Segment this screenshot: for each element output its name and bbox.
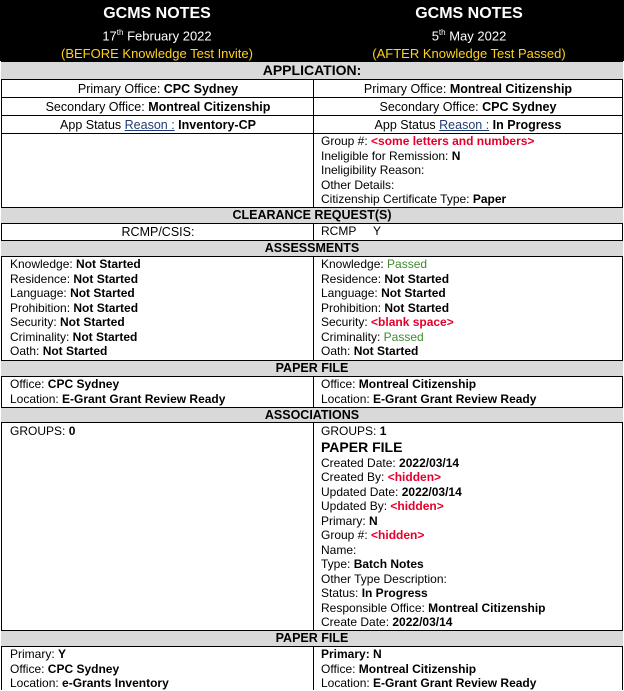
detail-row xyxy=(321,315,621,330)
label: Group #: xyxy=(321,528,372,542)
label: GROUPS: xyxy=(10,424,69,438)
left-paper-file xyxy=(10,377,313,407)
right-paper-file-2 xyxy=(321,647,621,690)
right-secondary-office xyxy=(314,98,622,116)
value: <blank space> xyxy=(371,315,454,329)
center-divider xyxy=(313,647,314,690)
detail-row xyxy=(321,485,621,500)
value: In Progress xyxy=(492,118,562,132)
section-paper-file: PAPER FILE xyxy=(1,360,623,377)
label: App Status xyxy=(60,118,125,132)
value: CPC Sydney xyxy=(47,377,120,391)
value: Montreal Citizenship xyxy=(428,600,546,615)
paper-file-heading: PAPER FILE xyxy=(321,438,403,455)
left-app-status xyxy=(2,116,314,134)
label: Location: xyxy=(10,676,63,690)
left-paper-file-2 xyxy=(10,647,313,690)
right-assessments xyxy=(321,257,621,359)
detail-row xyxy=(321,257,621,272)
left-date-suffix: th xyxy=(116,28,124,37)
value: Not Started xyxy=(60,315,125,329)
left-assessments xyxy=(10,257,310,359)
label: Residence: xyxy=(10,271,74,286)
label: Security: xyxy=(321,315,372,329)
left-header-date xyxy=(0,24,314,45)
group-row xyxy=(321,134,621,149)
value: <hidden> xyxy=(390,499,444,513)
location-row xyxy=(10,392,313,407)
label: Citizenship Certificate Type: xyxy=(321,192,473,206)
label: Language: xyxy=(321,286,382,300)
label: Updated By: xyxy=(321,499,391,513)
groups-row xyxy=(321,424,621,439)
value: <hidden> xyxy=(387,470,442,484)
ineligibility-reason-row: Ineligibility Reason: xyxy=(321,163,425,177)
label: Language: xyxy=(10,286,71,300)
value: In Progress xyxy=(361,586,428,600)
label: Primary: xyxy=(321,513,369,528)
label: Created Date: xyxy=(321,455,400,470)
center-divider xyxy=(313,80,314,207)
value: CPC Sydney xyxy=(482,100,557,114)
detail-row xyxy=(321,344,621,359)
location-row xyxy=(10,676,313,691)
label: Create Date: xyxy=(321,615,393,629)
detail-row xyxy=(10,257,310,272)
detail-row xyxy=(321,330,621,345)
left-date-day: 17 xyxy=(102,28,117,44)
label: Location: xyxy=(10,391,63,406)
detail-row xyxy=(321,557,621,572)
primary-row xyxy=(10,647,313,662)
label: Office: xyxy=(10,377,48,391)
label: Residence: xyxy=(321,271,385,286)
right-date-rest: May 2022 xyxy=(449,28,507,44)
detail-row xyxy=(321,572,621,587)
center-divider xyxy=(313,377,314,407)
value: E-Grant Grant Review Ready xyxy=(62,391,226,406)
value: Not Started xyxy=(353,344,419,358)
value: E-Grant Grant Review Ready xyxy=(373,391,537,406)
detail-row xyxy=(321,499,621,514)
value: 0 xyxy=(68,424,76,438)
label: Secondary Office: xyxy=(45,100,149,114)
label: Knowledge: xyxy=(10,257,77,271)
detail-row xyxy=(321,543,621,558)
detail-row xyxy=(321,601,621,616)
label: Primary Office: xyxy=(77,82,164,96)
left-rcmp-csis: RCMP/CSIS: xyxy=(121,225,195,239)
value: Not Started xyxy=(76,257,141,271)
detail-row xyxy=(321,586,621,601)
left-header-note: (BEFORE Knowledge Test Invite) xyxy=(61,46,253,62)
detail-row xyxy=(321,286,621,301)
value: 2022/03/14 xyxy=(399,455,460,470)
reason-link: Reason : xyxy=(124,118,175,132)
value: N xyxy=(451,148,461,163)
label: Secondary Office: xyxy=(379,100,483,114)
value: Y xyxy=(58,647,67,661)
section-assessments: ASSESSMENTS xyxy=(1,240,623,257)
detail-row xyxy=(321,272,621,287)
detail-row xyxy=(321,514,621,529)
section-associations: ASSOCIATIONS xyxy=(1,407,623,423)
center-divider xyxy=(313,423,314,630)
label: Knowledge: xyxy=(321,257,388,271)
detail-row xyxy=(10,315,310,330)
right-header-note: (AFTER Knowledge Test Passed) xyxy=(372,46,566,62)
right-header-date xyxy=(314,24,624,45)
label: Location: xyxy=(321,676,374,690)
detail-row xyxy=(321,528,621,543)
left-header xyxy=(0,0,314,61)
detail-row xyxy=(10,330,310,345)
label: Primary: xyxy=(10,647,58,661)
value: E-Grant Grant Review Ready xyxy=(373,676,537,690)
label: App Status xyxy=(374,118,440,132)
value: Montreal Citizenship xyxy=(449,82,573,96)
right-associations xyxy=(321,424,621,630)
label: Security: xyxy=(10,315,61,329)
label: Type: xyxy=(321,557,354,571)
value: Y xyxy=(373,224,382,238)
label: Group #: xyxy=(321,134,372,148)
value: Not Started xyxy=(42,344,108,358)
detail-row xyxy=(10,301,310,316)
value: Not Started xyxy=(384,271,450,286)
label: Created By: xyxy=(321,470,388,484)
value: Not Started xyxy=(72,329,138,344)
right-primary-office xyxy=(314,80,622,98)
label: Name: xyxy=(321,542,357,557)
left-header-title: GCMS NOTES xyxy=(103,5,211,22)
right-application-details xyxy=(321,134,621,208)
value: Montreal Citizenship xyxy=(358,377,477,391)
label: Updated Date: xyxy=(321,484,402,499)
value: Not Started xyxy=(73,271,139,286)
section-clearance: CLEARANCE REQUEST(S) xyxy=(1,207,623,224)
right-paper-file xyxy=(321,377,621,407)
value: 2022/03/14 xyxy=(392,615,453,629)
detail-row xyxy=(321,456,621,471)
right-header-title: GCMS NOTES xyxy=(415,5,523,22)
detail-row xyxy=(321,301,621,316)
detail-row xyxy=(10,344,310,359)
value: Not Started xyxy=(384,300,450,315)
location-row xyxy=(321,392,621,407)
value: CPC Sydney xyxy=(47,661,120,676)
value: CPC Sydney xyxy=(163,82,239,96)
right-date-day: 5 xyxy=(431,28,439,44)
label: GROUPS: xyxy=(321,424,380,438)
label: Responsible Office: xyxy=(321,600,429,615)
right-rcmp xyxy=(321,224,621,240)
primary-row xyxy=(321,647,621,662)
left-primary-office xyxy=(2,80,314,98)
reason-link: Reason : xyxy=(439,118,490,132)
label: Status: xyxy=(321,586,362,600)
center-divider xyxy=(313,257,314,360)
value: e-Grants Inventory xyxy=(62,676,169,690)
label: Other Type Description: xyxy=(321,571,447,586)
right-app-status xyxy=(314,116,622,134)
label: Oath: xyxy=(10,344,43,358)
other-details-row: Other Details: xyxy=(321,177,395,192)
office-row xyxy=(321,662,621,677)
right-date-suffix: th xyxy=(438,28,446,37)
value: Passed xyxy=(383,329,424,344)
value: 1 xyxy=(379,424,387,438)
location-row xyxy=(321,676,621,691)
label: Primary: xyxy=(321,647,374,661)
value: Not Started xyxy=(70,286,135,300)
left-date-rest: February 2022 xyxy=(127,28,212,44)
association-rows xyxy=(321,456,621,630)
value: <some letters and numbers> xyxy=(371,134,535,148)
office-row xyxy=(10,662,313,677)
office-row xyxy=(10,377,313,392)
value: Montreal Citizenship xyxy=(358,661,477,676)
value: Paper xyxy=(472,192,507,206)
ineligible-row xyxy=(321,149,621,164)
label: RCMP xyxy=(321,224,357,238)
right-header xyxy=(314,0,624,61)
value: Not Started xyxy=(381,286,446,300)
detail-row xyxy=(10,272,310,287)
section-application: APPLICATION: xyxy=(1,61,623,80)
center-divider xyxy=(313,224,314,240)
certificate-type-row xyxy=(321,192,621,207)
section-paper-file-2: PAPER FILE xyxy=(1,630,623,647)
detail-row xyxy=(321,470,621,485)
label: Criminality: xyxy=(321,329,384,344)
value: Inventory-CP xyxy=(178,118,256,132)
value: Montreal Citizenship xyxy=(148,100,271,114)
label: Ineligible for Remission: xyxy=(321,148,452,163)
label: Prohibition: xyxy=(321,300,385,315)
value: N xyxy=(369,513,378,528)
label: Prohibition: xyxy=(10,300,74,315)
label: Primary Office: xyxy=(363,82,450,96)
value: Not Started xyxy=(73,300,139,315)
label: Criminality: xyxy=(10,329,73,344)
value: Batch Notes xyxy=(353,557,424,571)
label: Office: xyxy=(321,377,359,391)
label: Location: xyxy=(321,391,374,406)
office-row xyxy=(321,377,621,392)
value: 2022/03/14 xyxy=(401,484,462,499)
value: N xyxy=(373,647,382,661)
label: Office: xyxy=(10,661,48,676)
value: <hidden> xyxy=(371,528,425,542)
detail-row xyxy=(10,286,310,301)
label: Oath: xyxy=(321,344,354,358)
value: Passed xyxy=(387,257,428,271)
left-associations xyxy=(10,424,310,440)
label: Office: xyxy=(321,661,359,676)
detail-row xyxy=(321,615,621,630)
left-secondary-office xyxy=(2,98,314,116)
